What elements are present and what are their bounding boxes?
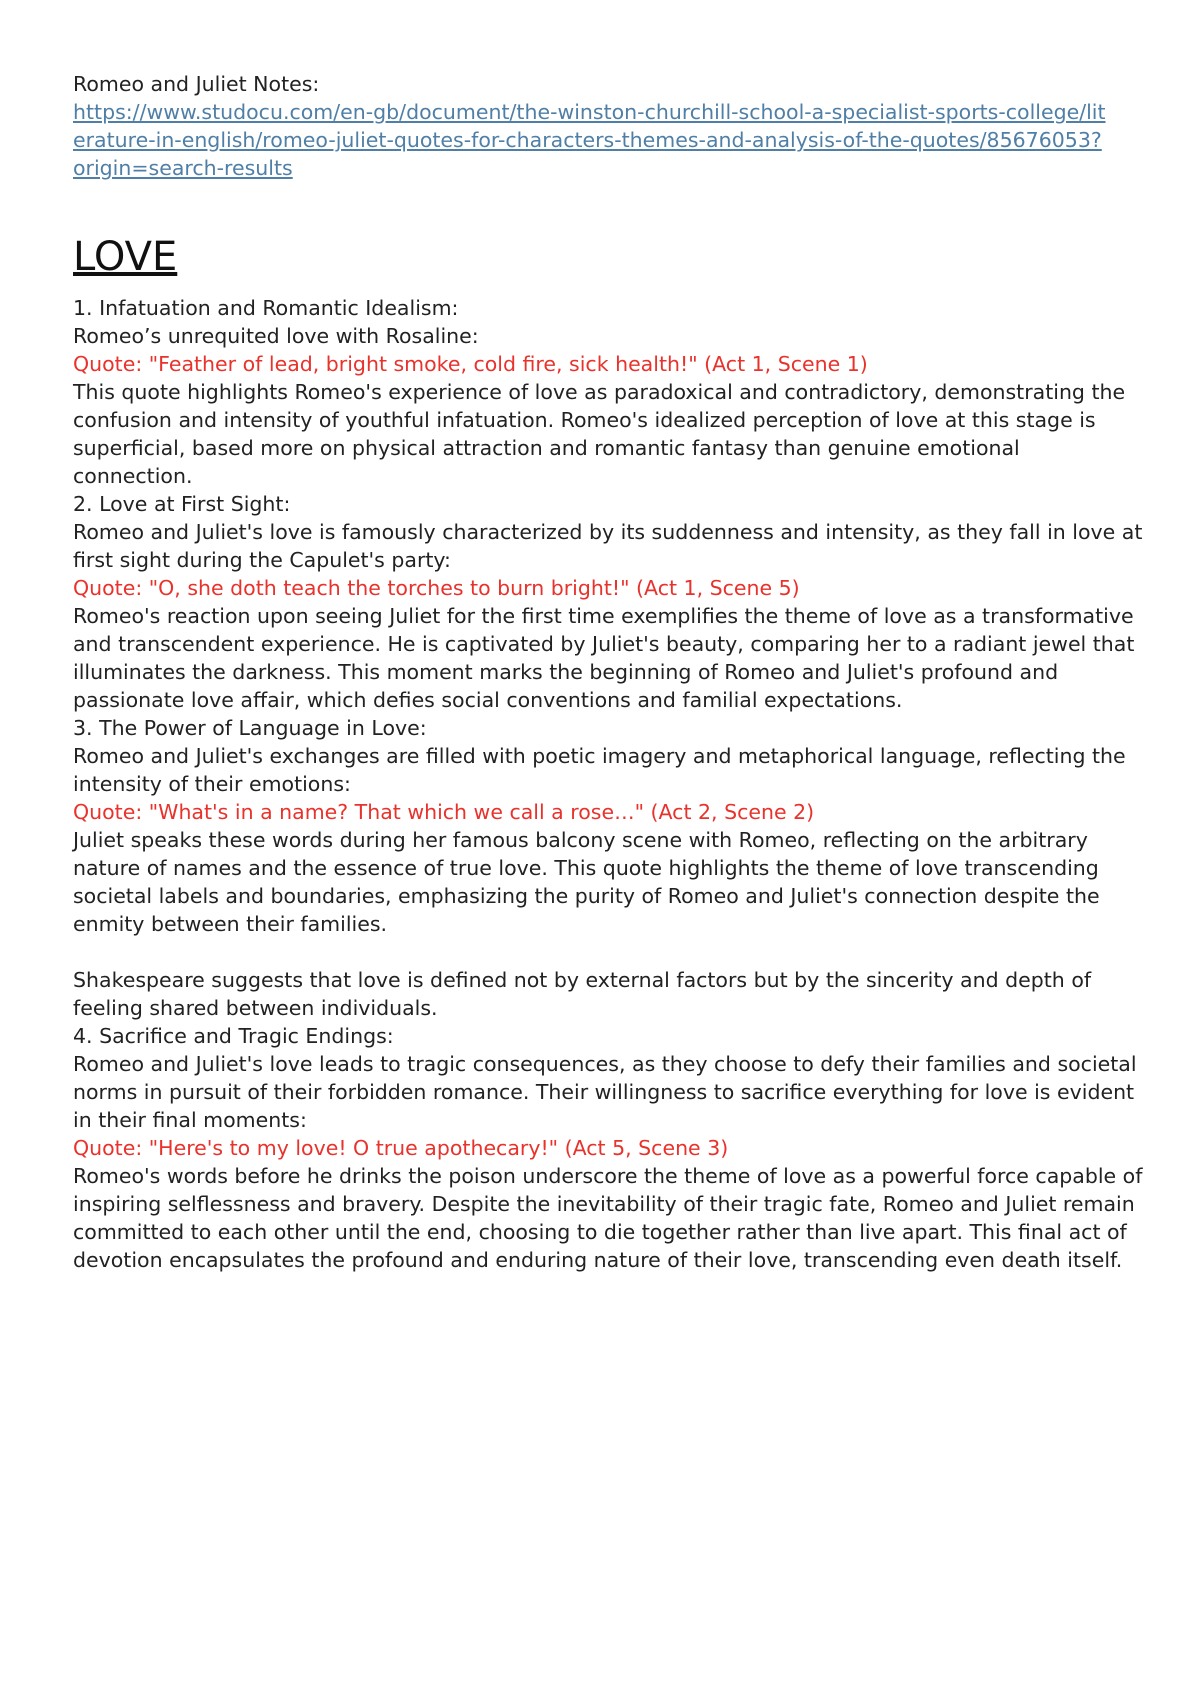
quote-1: Quote: "Feather of lead, bright smoke, cold fire, sick health!" (Act 1, Scene 1) <box>73 352 868 376</box>
subsection-intro-2: Romeo and Juliet's love is famously characterized by its suddenness and intensity, as they fall in love at first sight during the Capulet's party: <box>73 520 1143 572</box>
subsection-intro-4: Romeo and Juliet's love leads to tragic consequences, as they choose to defy their families and societal norms in pursuit of their forbidden romance. Their willingness to sacrifice everything for love is evident in their final moments: <box>73 1052 1137 1132</box>
quote-2: Quote: "O, she doth teach the torches to burn bright!" (Act 1, Scene 5) <box>73 576 800 600</box>
subsection-title-2: 2. Love at First Sight: <box>73 492 291 516</box>
subsection-title-1: 1. Infatuation and Romantic Idealism: <box>73 296 459 320</box>
analysis-paragraph-3b: Shakespeare suggests that love is defined not by external factors but by the sincerity and depth of feeling shared between individuals. <box>73 968 1092 1020</box>
document-page <box>73 70 1143 1274</box>
subsection-intro-1: Romeo’s unrequited love with Rosaline: <box>73 324 479 348</box>
analysis-paragraph-3: Juliet speaks these words during her famous balcony scene with Romeo, reflecting on the arbitrary nature of names and the essence of true love. This quote highlights the theme of love transcending societal labels and boundaries, emphasizing the purity of Romeo and Juliet's connection despite the enmity between their families. <box>73 828 1100 936</box>
analysis-paragraph-2: Romeo's reaction upon seeing Juliet for the first time exemplifies the theme of love as a transformative and transcendent experience. He is captivated by Juliet's beauty, comparing her to a radiant jewel that illuminates the darkness. This moment marks the beginning of Romeo and Juliet's profound and passionate love affair, which defies social conventions and familial expectations. <box>73 604 1135 712</box>
source-link[interactable]: https://www.studocu.com/en-gb/document/the-winston-churchill-school-a-specialist-sports-college/literature-in-english/romeo-juliet-quotes-for-characters-themes-and-analysis-of-the-quotes/85676053?origin=search-results <box>73 100 1106 180</box>
subsection-intro-3: Romeo and Juliet's exchanges are filled with poetic imagery and metaphorical language, reflecting the intensity of their emotions: <box>73 744 1126 796</box>
quote-3: Quote: "What's in a name? That which we call a rose…" (Act 2, Scene 2) <box>73 800 815 824</box>
subsection-title-4: 4. Sacrifice and Tragic Endings: <box>73 1024 394 1048</box>
analysis-paragraph-4: Romeo's words before he drinks the poison underscore the theme of love as a powerful force capable of inspiring selflessness and bravery. Despite the inevitability of their tragic fate, Romeo and Juliet remain committed to each other until the end, choosing to die together rather than live apart. This final act of devotion encapsulates the profound and enduring nature of their love, transcending even death itself. <box>73 1164 1143 1272</box>
subsection-title-3: 3. The Power of Language in Love: <box>73 716 427 740</box>
quote-4: Quote: "Here's to my love! O true apothecary!" (Act 5, Scene 3) <box>73 1136 729 1160</box>
notes-title: Romeo and Juliet Notes: <box>73 72 320 96</box>
section-heading-love: LOVE <box>73 234 178 280</box>
analysis-paragraph-1: This quote highlights Romeo's experience of love as paradoxical and contradictory, demonstrating the confusion and intensity of youthful infatuation. Romeo's idealized perception of love at this stage is superficial, based more on physical attraction and romantic fantasy than genuine emotional connection. <box>73 380 1126 488</box>
